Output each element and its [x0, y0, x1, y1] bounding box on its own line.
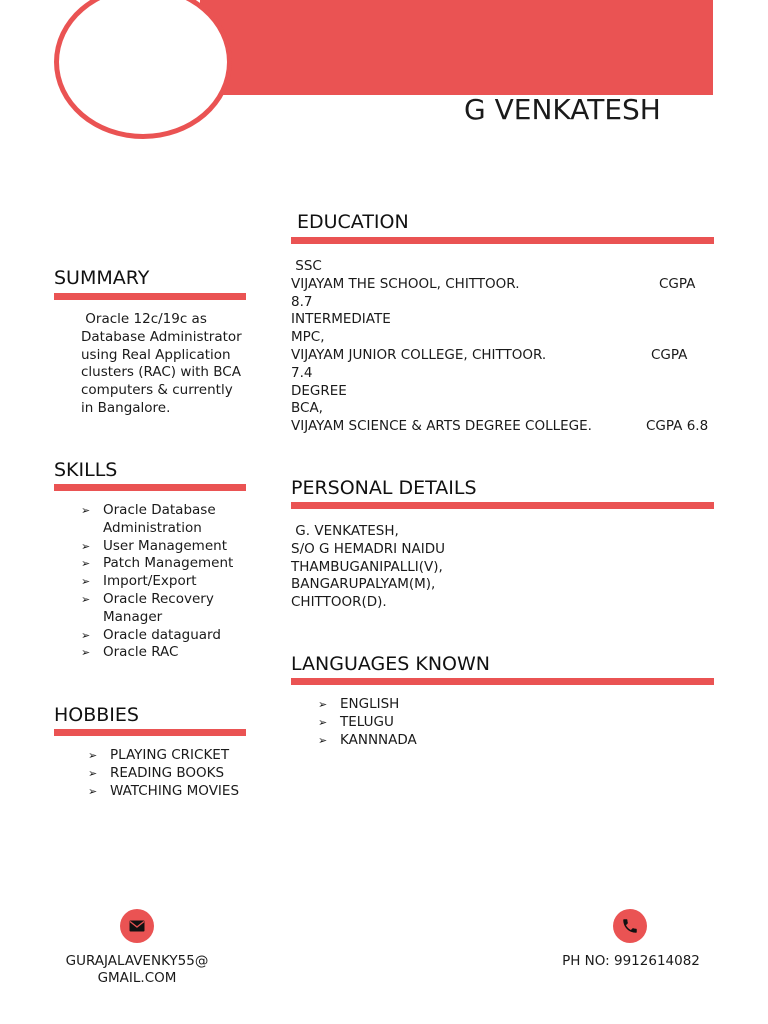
education-line: MPC, — [291, 329, 325, 346]
header-bar — [200, 0, 713, 95]
list-item: ➢ Patch Management — [81, 555, 234, 572]
arrow-bullet-icon: ➢ — [81, 646, 91, 660]
education-line: VIJAYAM JUNIOR COLLEGE, CHITTOOR. CGPA — [291, 346, 688, 363]
skills-rule — [54, 484, 246, 491]
phone-icon — [613, 909, 647, 943]
arrow-bullet-icon: ➢ — [88, 766, 98, 780]
phone-number[interactable]: PH NO: 9912614082 — [562, 953, 700, 969]
personal-details-block — [291, 523, 591, 612]
arrow-bullet-icon: ➢ — [81, 504, 91, 517]
arrow-bullet-icon: ➢ — [81, 539, 91, 553]
list-item: ➢ Import/Export — [81, 573, 197, 590]
email-address[interactable] — [40, 953, 234, 987]
personal-line: THAMBUGANIPALLI(V), — [291, 558, 443, 575]
personal-details-heading: PERSONAL DETAILS — [291, 477, 477, 499]
hobbies-list — [88, 747, 258, 800]
arrow-bullet-icon: ➢ — [88, 749, 98, 762]
phone-icon-glyph — [621, 917, 639, 935]
list-item: ➢ PLAYING CRICKET — [88, 747, 230, 763]
education-line: INTERMEDIATE — [291, 311, 391, 328]
profile-photo-placeholder — [54, 0, 232, 139]
list-item: ➢ KANNNADA — [318, 731, 417, 748]
education-heading: EDUCATION — [297, 211, 409, 233]
list-item: ➢ Oracle Recovery Manager — [81, 590, 214, 625]
email-line-2: GMAIL.COM — [97, 970, 177, 986]
list-item: ➢ READING BOOKS — [88, 764, 225, 781]
hobbies-heading: HOBBIES — [54, 704, 139, 726]
arrow-bullet-icon: ➢ — [318, 698, 328, 711]
candidate-name: G VENKATESH — [464, 93, 661, 120]
education-rule — [291, 237, 714, 244]
list-item: ➢ ENGLISH — [318, 696, 400, 712]
list-item: ➢ User Management — [81, 537, 227, 554]
envelope-icon — [120, 909, 154, 943]
arrow-bullet-icon: ➢ — [81, 557, 91, 571]
summary-heading: SUMMARY — [54, 267, 150, 289]
arrow-bullet-icon: ➢ — [318, 733, 328, 747]
education-line: 8.7 — [291, 293, 313, 310]
email-line-1: GURAJALAVENKY55@ — [65, 953, 209, 969]
arrow-bullet-icon: ➢ — [318, 715, 328, 729]
personal-details-rule — [291, 502, 714, 509]
hobbies-rule — [54, 729, 246, 736]
education-line: VIJAYAM SCIENCE & ARTS DEGREE COLLEGE. CGPA 6.8 — [291, 418, 709, 435]
list-item: ➢ WATCHING MOVIES — [88, 782, 240, 799]
education-line: 7.4 — [291, 364, 313, 381]
summary-text: Oracle 12c/19c as Database Administrator using Real Application clusters (RAC) with BCA computers & currently in Bangalore. — [81, 311, 247, 416]
arrow-bullet-icon: ➢ — [88, 784, 98, 798]
skills-list — [81, 502, 251, 662]
summary-rule — [54, 293, 246, 300]
education-line: DEGREE — [291, 382, 347, 399]
languages-heading: LANGUAGES KNOWN — [291, 653, 490, 675]
list-item: ➢ TELUGU — [318, 713, 394, 730]
arrow-bullet-icon: ➢ — [81, 575, 91, 589]
skills-heading: SKILLS — [54, 459, 118, 481]
education-line: SSC — [291, 258, 322, 274]
personal-line: G. VENKATESH, — [291, 523, 399, 539]
personal-line: BANGARUPALYAM(M), — [291, 576, 436, 593]
arrow-bullet-icon: ➢ — [81, 592, 91, 606]
list-item: ➢ Oracle Database Administration — [81, 502, 216, 536]
list-item: ➢ Oracle RAC — [81, 644, 179, 661]
envelope-icon-glyph — [129, 920, 145, 932]
personal-line: S/O G HEMADRI NAIDU — [291, 540, 445, 557]
education-line: VIJAYAM THE SCHOOL, CHITTOOR. CGPA — [291, 275, 696, 292]
languages-list — [318, 696, 518, 749]
list-item: ➢ Oracle dataguard — [81, 626, 221, 643]
education-line: BCA, — [291, 400, 323, 417]
languages-rule — [291, 678, 714, 685]
personal-line: CHITTOOR(D). — [291, 594, 387, 611]
education-block — [291, 258, 716, 436]
arrow-bullet-icon: ➢ — [81, 628, 91, 642]
